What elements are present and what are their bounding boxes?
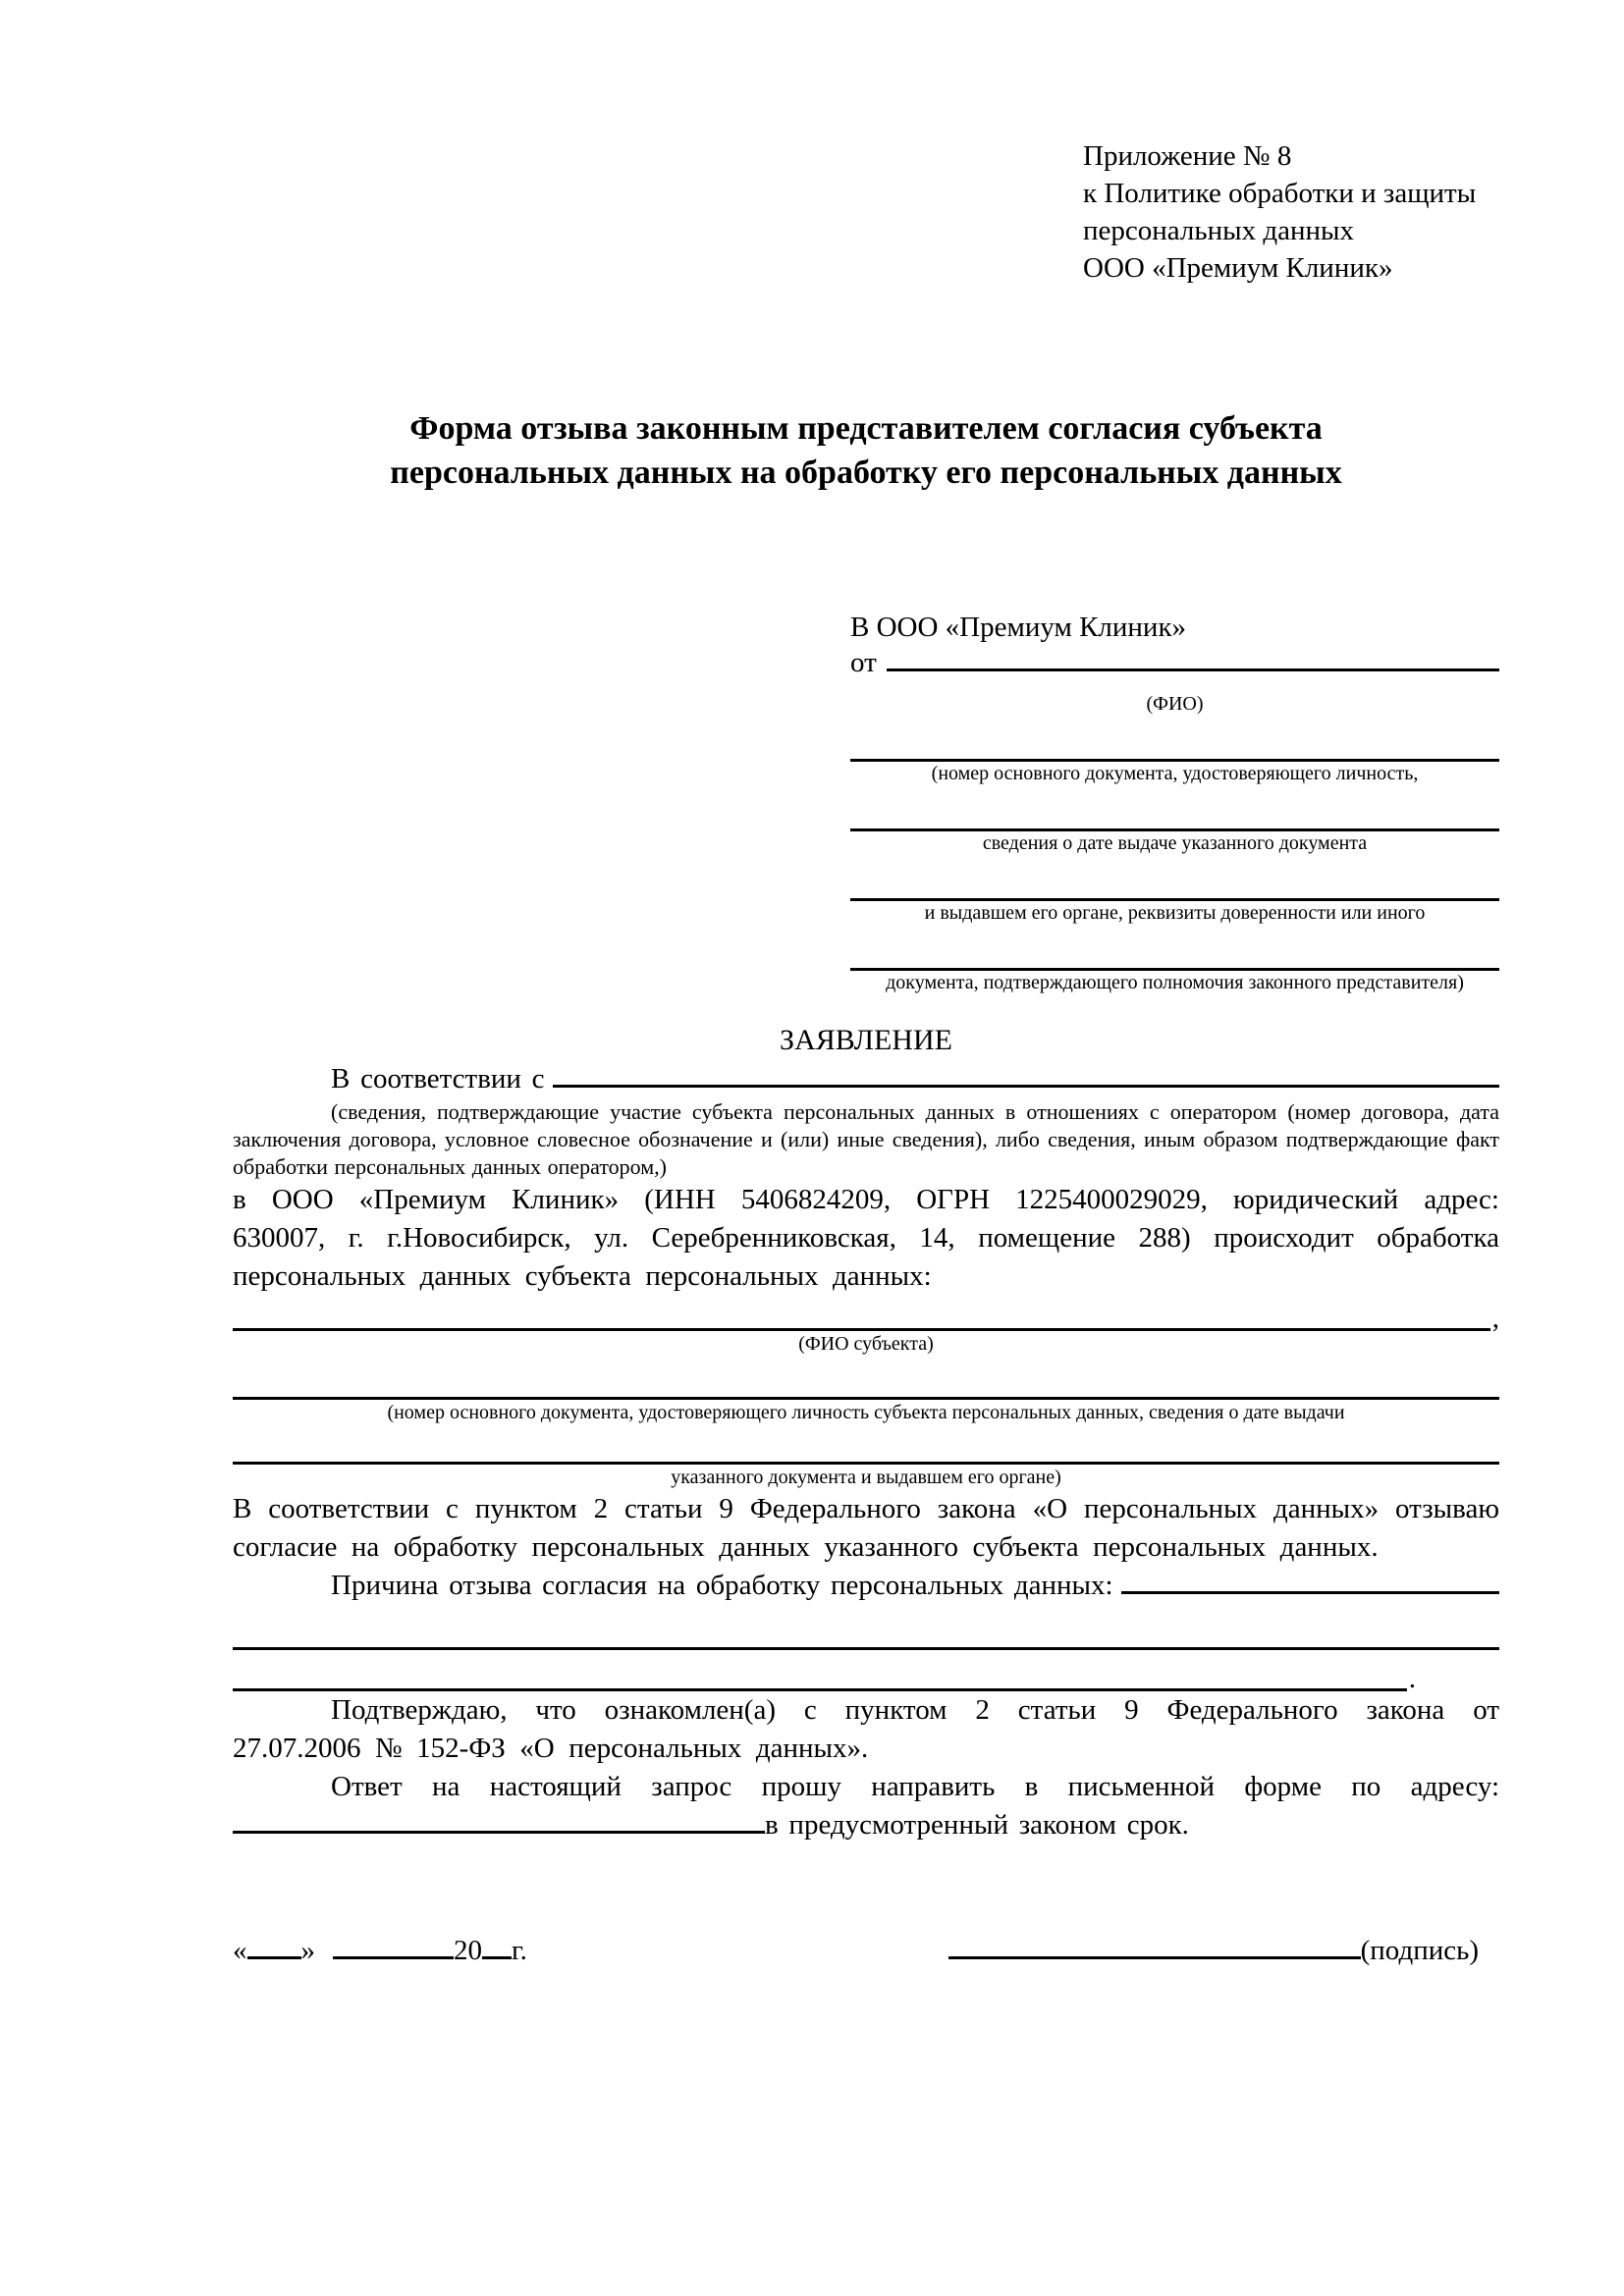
date-field [233, 1935, 527, 1967]
doc-issue-date-caption: сведения о дате выдаче указанного документа [982, 832, 1368, 854]
reply-address-blank-line [233, 1829, 765, 1834]
signature-field [948, 1935, 1479, 1967]
subject-doc-row-1 [233, 1357, 1499, 1400]
reply-request-line: Ответ на настоящий запрос прошу направить в письменной форме по адресу: [331, 1771, 1499, 1802]
withdrawal-paragraph: В соответствии с пунктом 2 статьи 9 Федерального закона «О персональных данных» отзываю согласие на обработку персональных данных указанного субъекта персональных данных. [233, 1493, 1499, 1563]
appendix-line: Приложение № 8 [1083, 140, 1292, 172]
basis-blank-line [553, 1083, 1499, 1088]
signature-blank-line [948, 1955, 1361, 1959]
doc-issuing-authority-blank-line [850, 856, 1499, 901]
appendix-line: персональных данных [1083, 215, 1355, 246]
subject-fio-caption: (ФИО субъекта) [798, 1333, 934, 1355]
document-title [233, 406, 1499, 495]
subject-fio-row [233, 1296, 1499, 1334]
acknowledgement-paragraph: Подтверждаю, что ознакомлен(а) с пунктом 2 статьи 9 Федерального закона от 27.07.2006 № 152-ФЗ «О персональных данных». [233, 1694, 1499, 1764]
addressee-block [850, 608, 1499, 995]
year-suffix: г. [512, 1935, 527, 1966]
year-prefix: 20 [454, 1935, 482, 1966]
reason-blank-line-2 [233, 1646, 1499, 1650]
reply-suffix: в предусмотренный законом срок. [765, 1809, 1189, 1841]
representative-doc-number-blank-line [850, 717, 1499, 762]
fio-caption: (ФИО) [1146, 693, 1204, 715]
operator-paragraph: в ООО «Премиум Клиник» (ИНН 5406824209, ОГРН 1225400029029, юридический адрес: 630007, г. г.Новосибирск, ул. Серебренниковская, 14, помещение 288) происходит обработка персональных данных субъекта персональных данных: [233, 1184, 1499, 1292]
basis-row [233, 1060, 1499, 1098]
representative-fio-blank-line [887, 667, 1499, 671]
reason-row-2 [233, 1605, 1499, 1650]
reason-line-suffix: . [1408, 1663, 1416, 1694]
title-line-1: Форма отзыва законным представителем согласия субъекта [409, 410, 1323, 447]
appendix-block [1083, 0, 1624, 287]
addressee-from-label: от [850, 647, 877, 678]
doc-issue-date-blank-line [850, 786, 1499, 831]
doc-issuing-authority-caption: и выдавшем его органе, реквизиты доверенности или иного [924, 902, 1426, 924]
day-blank-line [247, 1955, 301, 1959]
title-line-2: персональных данных на обработку его персональных данных [390, 454, 1342, 491]
addressee-to: В ООО «Премиум Клиник» [850, 612, 1187, 643]
appendix-line: ООО «Премиум Клиник» [1083, 252, 1393, 284]
addressee-from-row [850, 647, 1499, 692]
reason-blank-line-1 [1121, 1589, 1499, 1594]
basis-prefix: В соответствии с [331, 1063, 545, 1095]
attorney-doc-blank-line [850, 926, 1499, 971]
subject-doc-row-2 [233, 1425, 1499, 1465]
doc-number-caption: (номер основного документа, удостоверяющего личность, [931, 763, 1419, 784]
subject-doc-caption-1: (номер основного документа, удостоверяющего личность субъекта персональных данных, сведения о дате выдачи [387, 1402, 1345, 1423]
year-blank-line [482, 1955, 512, 1959]
statement-body [233, 1060, 1499, 1844]
signature-footer [233, 1935, 1479, 1967]
appendix-line: к Политике обработки и защиты [1083, 178, 1477, 209]
reply-address-row [233, 1806, 1499, 1844]
signature-caption: (подпись) [1360, 1935, 1479, 1966]
reason-prefix: Причина отзыва согласия на обработку персональных данных: [331, 1570, 1113, 1601]
day-close-quote: » [300, 1935, 315, 1966]
reason-row [233, 1567, 1499, 1605]
reason-row-3 [233, 1650, 1416, 1694]
month-blank-line [333, 1955, 454, 1959]
basis-note: (сведения, подтверждающие участие субъекта персональных данных в отношениях с оператором (номер договора, дата заключения договора, условное словесное обозначение и (или) иные сведения), либо сведения, иным образом подтверждающие факт обработки персональных данных оператором,) [233, 1099, 1499, 1179]
day-open-quote: « [233, 1935, 247, 1966]
statement-heading: ЗАЯВЛЕНИЕ [780, 1024, 952, 1056]
subject-fio-line-suffix: , [1491, 1303, 1499, 1334]
attorney-doc-caption: документа, подтверждающего полномочия законного представителя) [886, 972, 1464, 993]
subject-doc-caption-2: указанного документа и выдавшем его органе) [671, 1467, 1061, 1488]
